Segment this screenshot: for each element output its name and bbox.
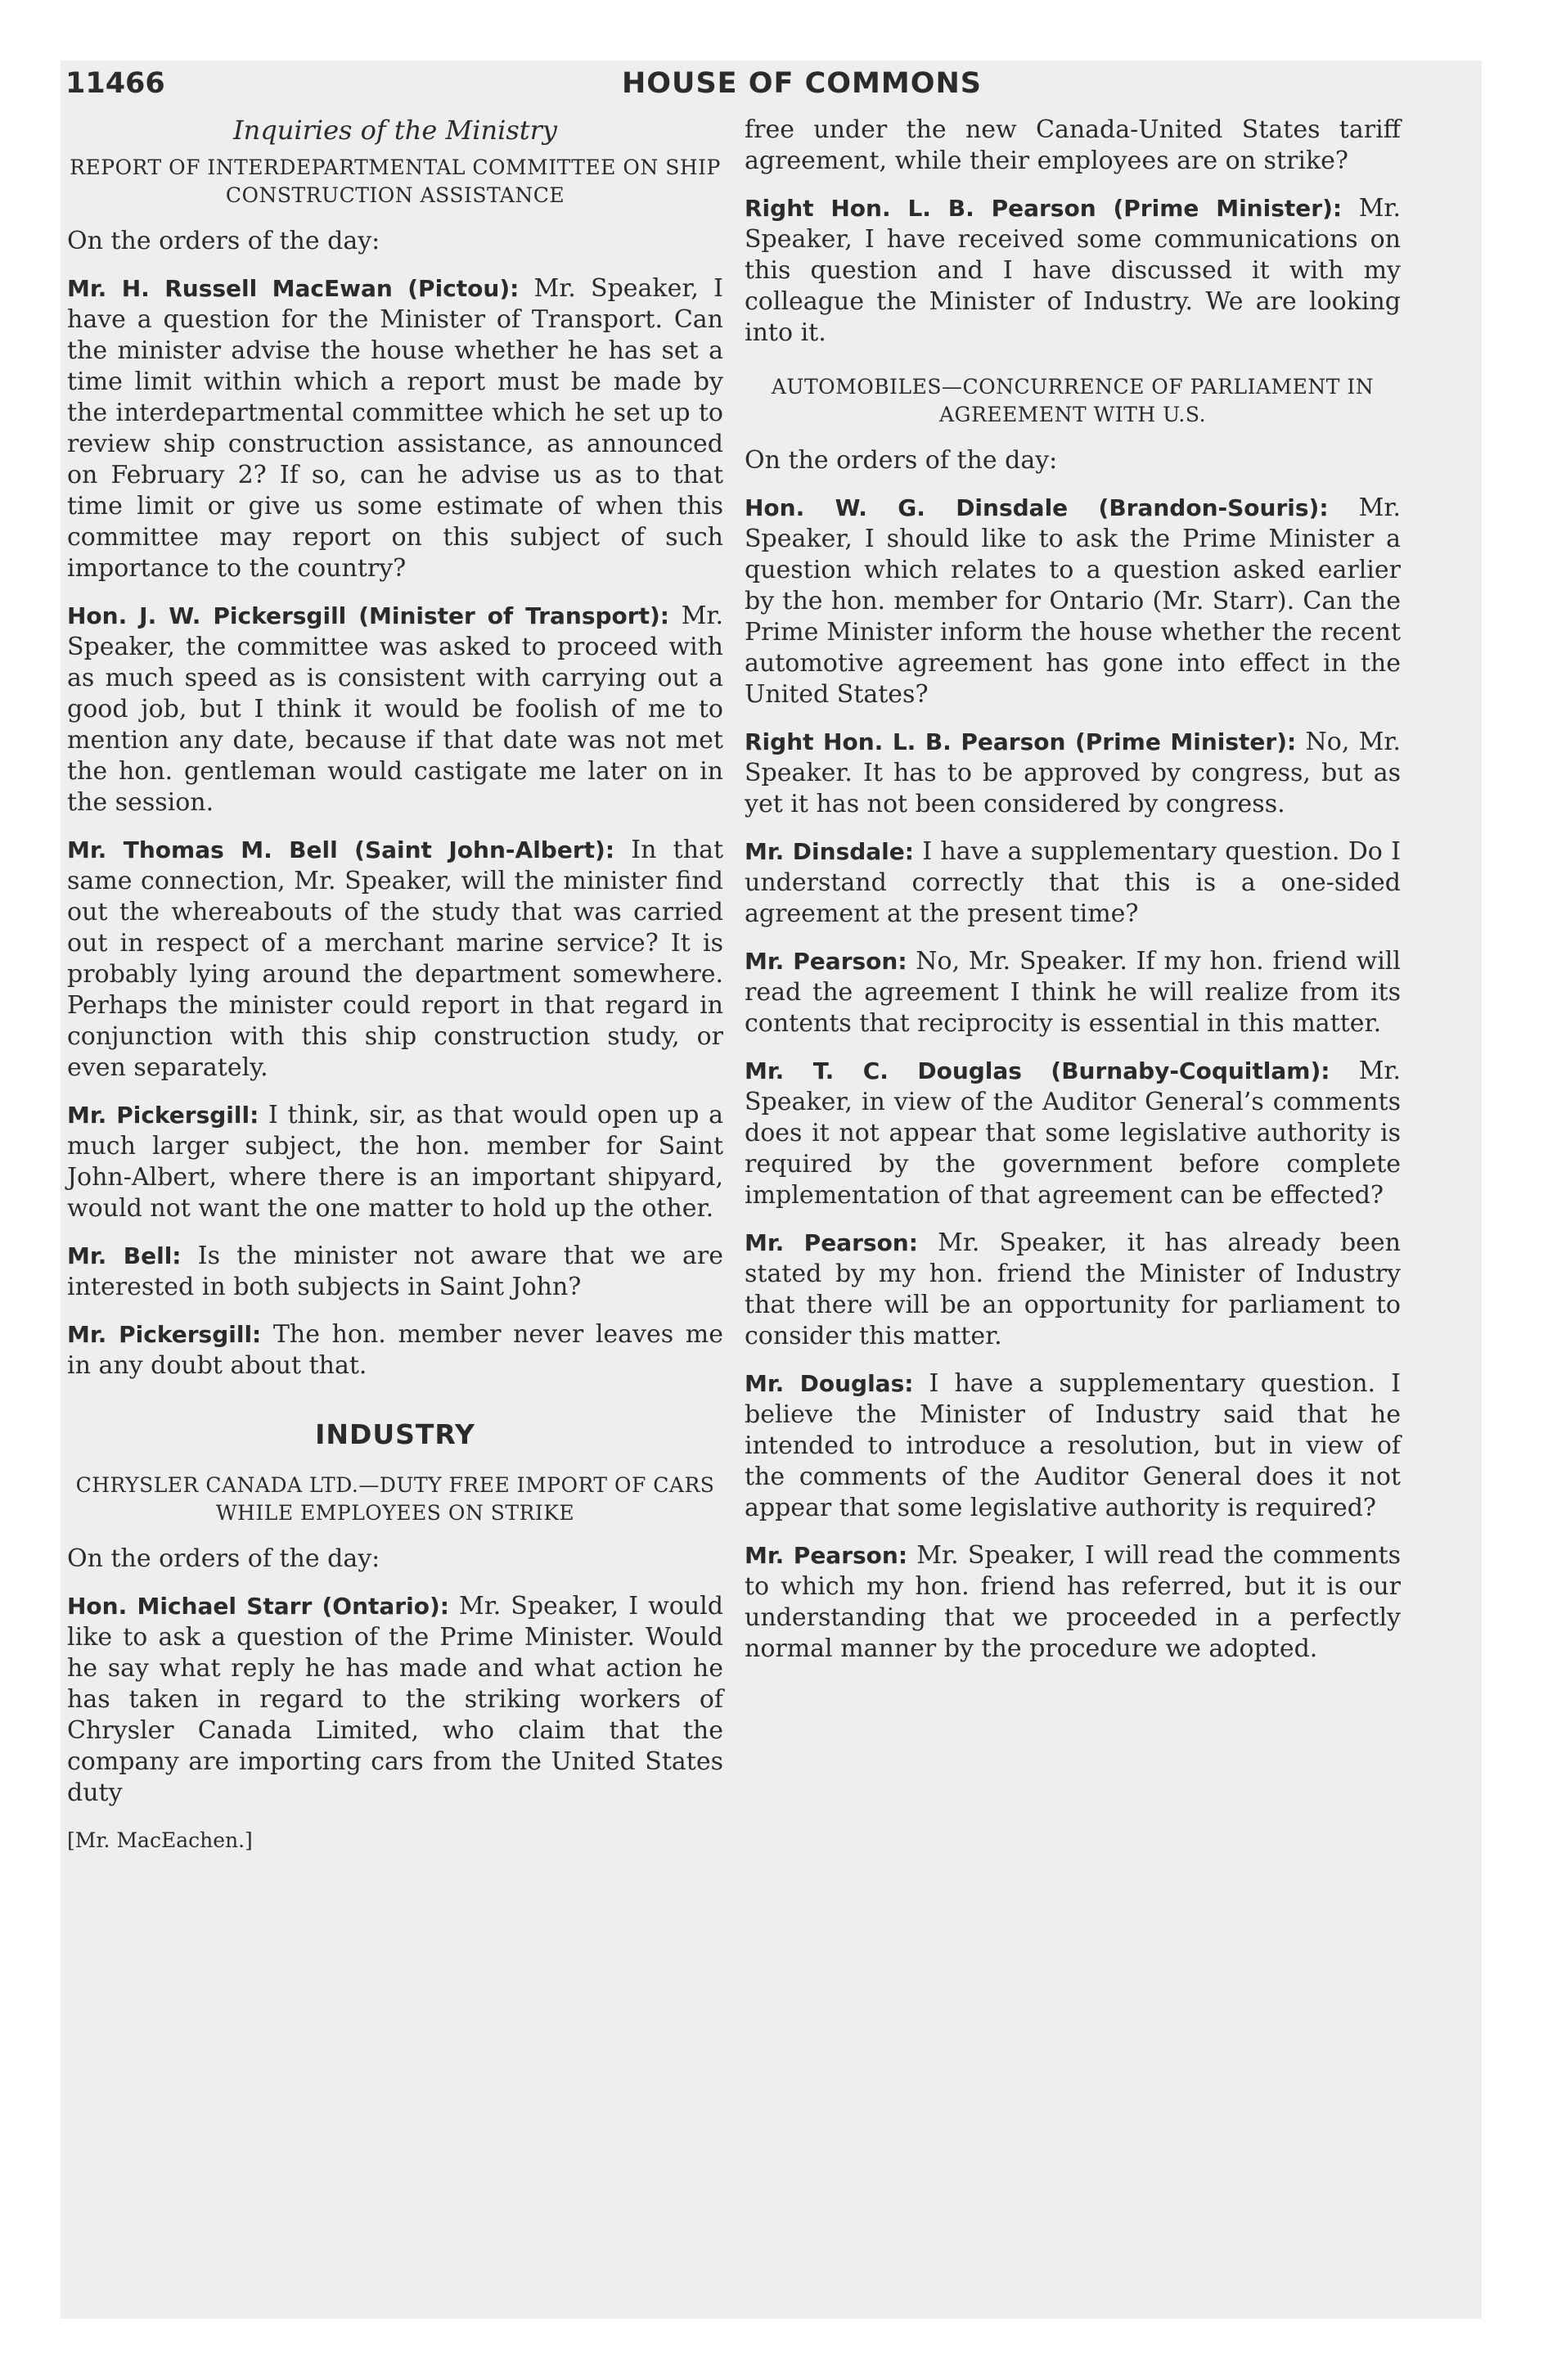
speaker-name: Mr. Pearson:: [745, 948, 907, 975]
speech-paragraph: [67, 835, 723, 1084]
speech-paragraph: [67, 1319, 723, 1382]
speaker-name: Mr. H. Russell MacEwan (Pictou):: [67, 275, 520, 302]
speech-text: The hon. member never leaves me in any doubt about that.: [67, 1320, 723, 1380]
orders-of-day: On the orders of the day:: [745, 446, 1058, 475]
speech-paragraph: [745, 727, 1401, 820]
speech-paragraph: [745, 1056, 1401, 1211]
section-heading: AUTOMOBILES—CONCURRENCE OF PARLIAMENT IN AGREEMENT WITH U.S.: [771, 375, 1375, 426]
speech-paragraph: [67, 1591, 723, 1809]
speech-text: Mr. Speaker, I would like to ask a question of the Prime Minister. Would he say what reply he has made and what action he has taken in regard to the striking workers of Chrysler Canada Limited, who claim that the company are importing cars from the United States duty: [67, 1592, 723, 1807]
speech-paragraph: [745, 493, 1401, 710]
speech-text: I have a supplementary question. I believe the Minister of Industry said that he intended to introduce a resolution, but in view of the comments of the Auditor General does it not appear that some legislative authority is required?: [745, 1369, 1401, 1522]
speech-text: In that same connection, Mr. Speaker, will the minister find out the whereabouts of the study that was carried out in respect of a merchant marine service? It is probably lying around the department somewhere. Perhaps the minister could report in that regard in conjunction with this ship construction study, or even separately.: [67, 836, 724, 1082]
speaker-name: Mr. Thomas M. Bell (Saint John-Albert):: [67, 836, 615, 863]
speaker-name: Hon. W. G. Dinsdale (Brandon-Souris):: [745, 494, 1329, 521]
speech-text: Mr. Speaker, the committee was asked to proceed with as much speed as is consistent with carrying out a good job, but I think it would be foolish of me to mention any date, because if that date was not met the hon. gentleman would castigate me later on in the session.: [67, 602, 723, 817]
speaker-name: Right Hon. L. B. Pearson (Prime Minister):: [745, 728, 1297, 755]
speech-paragraph: [67, 1100, 723, 1224]
speech-text: No, Mr. Speaker. It has to be approved by congress, but as yet it has not been considered by congress.: [745, 728, 1402, 818]
speech-paragraph: [745, 946, 1401, 1039]
speech-paragraph: [67, 273, 723, 584]
speaker-name: Mr. Dinsdale:: [745, 838, 914, 865]
footnote: [Mr. MacEachen.]: [67, 1828, 253, 1852]
speaker-name: Mr. Pickersgill:: [67, 1102, 259, 1129]
speaker-name: Mr. Pearson:: [745, 1542, 908, 1569]
speaker-name: Mr. Douglas:: [745, 1370, 914, 1397]
speech-text: Mr. Speaker, I have a question for the Minister of Transport. Can the minister advise the house whether he has set a time limit within which a report must be made by the interdepartmental committee which he set up to review ship construction assistance, as announced on February 2? If so, can he advise us as to that time limit or give us some estimate of when this committee may report on this subject of such importance to the country?: [67, 274, 723, 583]
speaker-name: Right Hon. L. B. Pearson (Prime Minister):: [745, 195, 1343, 222]
speech-paragraph: [67, 601, 723, 818]
speaker-name: Mr. T. C. Douglas (Burnaby-Coquitlam):: [745, 1057, 1330, 1084]
speech-paragraph: [745, 115, 1401, 177]
speech-text: Mr. Speaker, I will read the comments to which my hon. friend has referred, but it is our understanding that we proceeded in a perfectly normal manner by the procedure we adopted.: [745, 1541, 1402, 1663]
speech-text: No, Mr. Speaker. If my hon. friend will read the agreement I think he will realize from its contents that reciprocity is essential in this matter.: [745, 947, 1401, 1038]
speech-text: Mr. Speaker, I should like to ask the Prime Minister a question which relates to a question asked earlier by the hon. member for Ontario (Mr. Starr). Can the Prime Minister inform the house whether the recent automotive agreement has gone into effect in the United States?: [745, 494, 1401, 709]
major-heading: INDUSTRY: [315, 1418, 475, 1450]
speech-text: Mr. Speaker, it has already been stated by my hon. friend the Minister of Industry that there will be an opportunity for parliament to consider this matter.: [745, 1228, 1401, 1350]
orders-of-day: On the orders of the day:: [67, 227, 380, 255]
page-number: 11466: [65, 67, 165, 100]
running-title: HOUSE OF COMMONS: [622, 67, 982, 100]
section-subtitle: Inquiries of the Ministry: [233, 115, 557, 146]
speech-paragraph: [745, 1368, 1401, 1524]
speech-text: Is the minister not aware that we are interested in both subjects in Saint John?: [67, 1242, 723, 1301]
speech-paragraph: [67, 1241, 723, 1303]
speech-text: I have a supplementary question. Do I understand correctly that this is a one-sided agreement at the present time?: [745, 837, 1401, 928]
speech-text: I think, sir, as that would open up a much larger subject, the hon. member for Saint John-Albert, where there is an important shipyard, would not want the one matter to hold up the other.: [67, 1101, 724, 1223]
speaker-name: Mr. Pickersgill:: [67, 1321, 262, 1348]
speech-text: Mr. Speaker, I have received some communications on this question and I have discussed it with my colleague the Minister of Industry. We are looking into it.: [745, 194, 1401, 347]
speech-text: free under the new Canada-United States tariff agreement, while their employees are on strike?: [745, 115, 1401, 175]
section-heading: CHRYSLER CANADA LTD.—DUTY FREE IMPORT OF CARS WHILE EMPLOYEES ON STRIKE: [75, 1473, 715, 1525]
speaker-name: Mr. Pearson:: [745, 1229, 918, 1256]
speaker-name: Mr. Bell:: [67, 1242, 182, 1269]
left-column: [67, 115, 723, 1856]
speech-paragraph: [745, 193, 1401, 349]
speaker-name: Hon. Michael Starr (Ontario):: [67, 1593, 449, 1620]
speech-text: Mr. Speaker, in view of the Auditor General’s comments does it not appear that some legislative authority is required by the government before complete implementation of that agreement can be effected?: [745, 1057, 1401, 1210]
speech-paragraph: [745, 836, 1401, 930]
speech-paragraph: [745, 1228, 1401, 1352]
orders-of-day: On the orders of the day:: [67, 1544, 380, 1573]
section-heading: REPORT OF INTERDEPARTMENTAL COMMITTEE ON SHIP CONSTRUCTION ASSISTANCE: [70, 156, 721, 207]
speaker-name: Hon. J. W. Pickersgill (Minister of Transport):: [67, 602, 669, 629]
speech-paragraph: [745, 1540, 1401, 1665]
right-column: [745, 115, 1401, 1681]
